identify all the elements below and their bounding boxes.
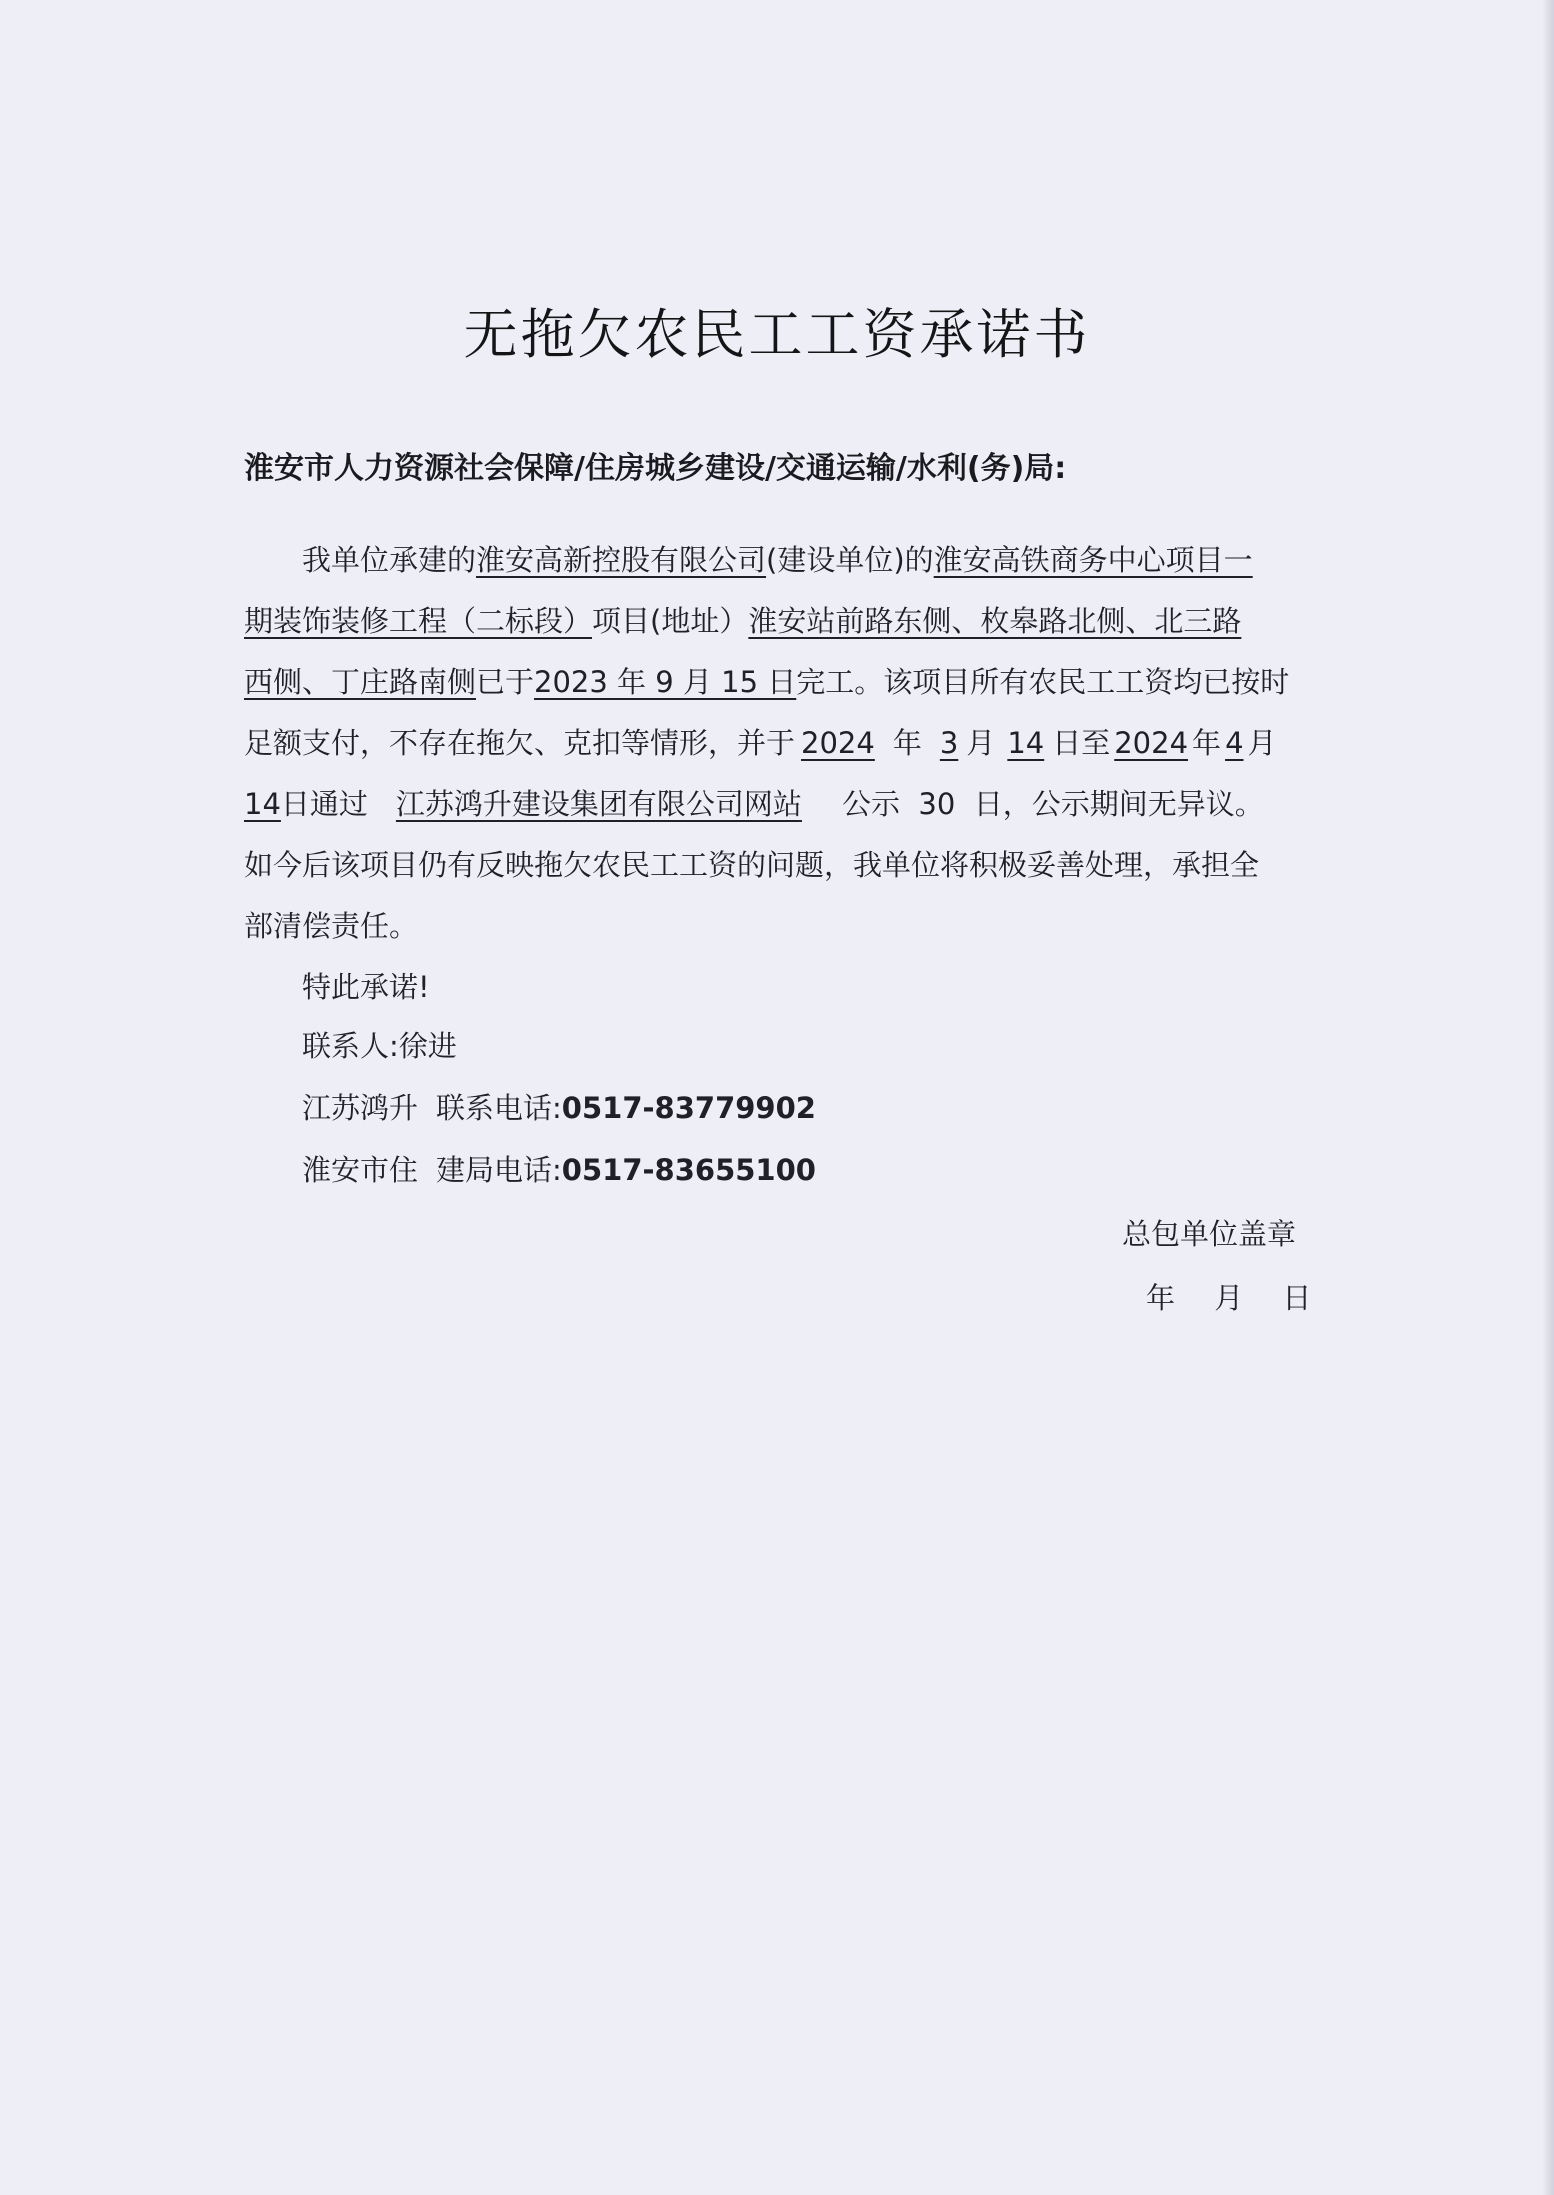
body-line-5 bbox=[244, 774, 1324, 835]
body-line-6: 如今后该项目仍有反映拖欠农民工工资的问题，我单位将积极妥善处理，承担全 bbox=[244, 848, 1260, 882]
text-segment: 我单位承建的 bbox=[302, 543, 477, 577]
contact1-phone: 0517-83779902 bbox=[561, 1091, 816, 1125]
contact1-label: 联系电话: bbox=[436, 1091, 562, 1125]
publicity-website: 江苏鸿升建设集团有限公司网站 bbox=[395, 787, 802, 821]
contact-person bbox=[302, 1024, 457, 1065]
addressee: 淮安市人力资源社会保障/住房城乡建设/交通运输/水利(务)局: bbox=[244, 451, 1067, 486]
commitment-body bbox=[244, 530, 1324, 1018]
document-title: 无拖欠农民工工资承诺书 bbox=[463, 303, 1091, 366]
body-line-2 bbox=[244, 591, 1324, 652]
signature-date: 年 月 日 bbox=[1146, 1281, 1312, 1315]
end-day: 14 bbox=[244, 787, 281, 821]
end-month: 4 bbox=[1225, 726, 1244, 760]
contact2-phone: 0517-83655100 bbox=[561, 1153, 816, 1187]
contact2-label: 建局电话: bbox=[436, 1153, 562, 1187]
contact-line-1 bbox=[302, 1086, 816, 1127]
completion-date: 2023 年 9 月 15 日 bbox=[534, 665, 797, 699]
until-text: 日至 bbox=[1052, 726, 1111, 760]
end-year: 2024 bbox=[1114, 726, 1189, 760]
text-segment: (建设单位)的 bbox=[766, 543, 934, 577]
closing-statement: 特此承诺! bbox=[302, 970, 430, 1004]
contact-line-2 bbox=[302, 1148, 816, 1189]
owner-unit: 淮安高新控股有限公司 bbox=[476, 543, 767, 577]
start-month: 3 bbox=[939, 726, 959, 760]
year-char: 年 bbox=[1192, 726, 1222, 760]
body-line-3 bbox=[244, 652, 1324, 713]
project-name-part2: 期装饰装修工程（二标段） bbox=[244, 604, 593, 638]
start-day: 14 bbox=[1007, 726, 1045, 760]
via-text: 日通过 bbox=[280, 787, 368, 821]
text-segment: 已于 bbox=[476, 665, 535, 699]
year-char: 年 bbox=[892, 726, 922, 760]
text-segment: 足额支付，不存在拖欠、克扣等情形，并于 bbox=[244, 726, 796, 760]
project-name-part1: 淮安高铁商务中心项目一 bbox=[933, 543, 1253, 577]
contact-person-name: 徐进 bbox=[398, 1029, 457, 1063]
body-line-1 bbox=[244, 530, 1324, 591]
contact-person-label: 联系人: bbox=[302, 1029, 399, 1063]
text-segment: 项目(地址） bbox=[592, 604, 749, 638]
project-address-part2: 西侧、丁庄路南侧 bbox=[244, 665, 477, 699]
text-segment: 完工。该项目所有农民工工资均已按时 bbox=[796, 665, 1290, 699]
seal-label: 总包单位盖章 bbox=[1122, 1217, 1297, 1251]
contact1-org: 江苏鸿升 bbox=[302, 1091, 419, 1125]
publicity-period: 公示 30 日，公示期间无异议。 bbox=[841, 787, 1264, 821]
body-line-4 bbox=[244, 713, 1324, 774]
month-char: 月 bbox=[966, 726, 996, 760]
project-address-part1: 淮安站前路东侧、枚皋路北侧、北三路 bbox=[748, 604, 1242, 638]
scan-edge-shadow bbox=[1542, 0, 1554, 2195]
body-line-7: 部清偿责任。 bbox=[244, 909, 419, 943]
start-year: 2024 bbox=[801, 726, 875, 760]
month-char: 月 bbox=[1247, 726, 1277, 760]
contact2-org: 淮安市住 bbox=[302, 1153, 419, 1187]
